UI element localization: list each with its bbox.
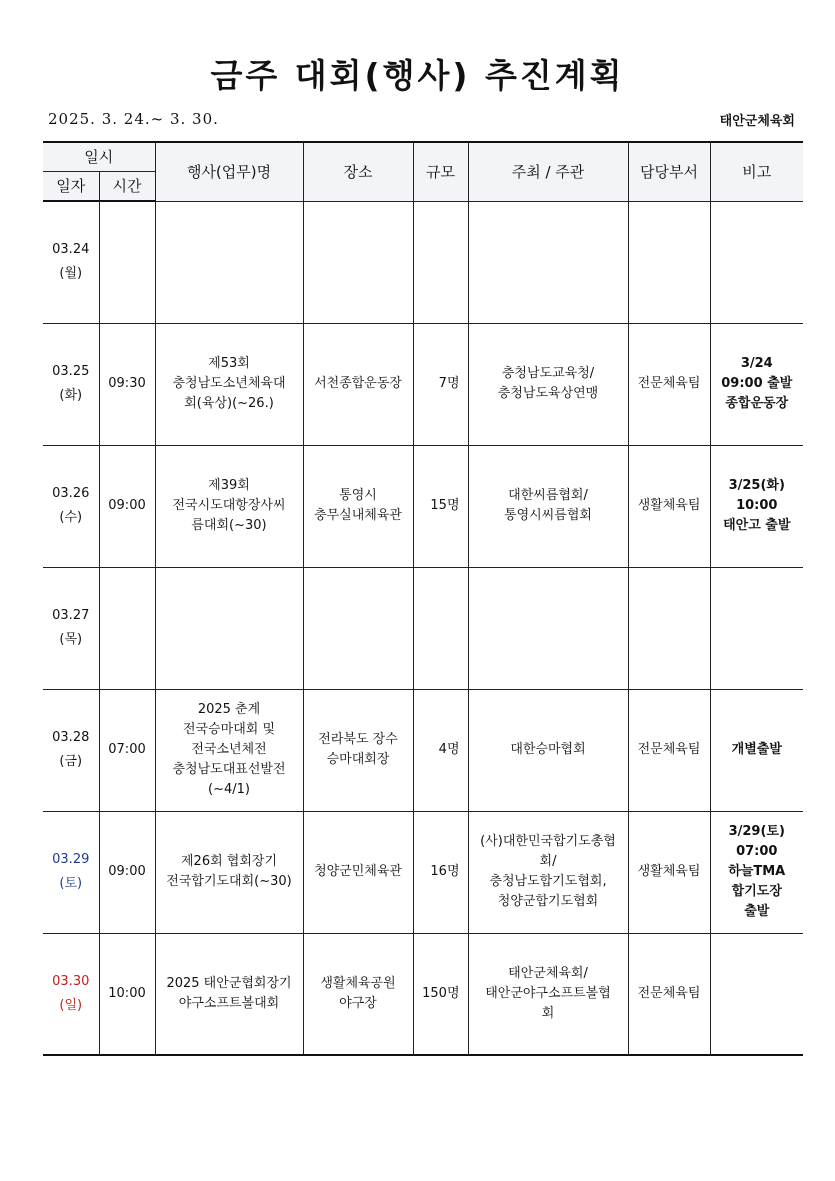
row-weekday: (월) — [59, 266, 83, 282]
cell-dept — [628, 201, 710, 323]
cell-venue: 생활체육공원 야구장 — [303, 933, 413, 1055]
row-weekday: (화) — [59, 388, 83, 403]
row-weekday: (수) — [59, 510, 83, 525]
cell-note — [710, 567, 803, 689]
cell-host: (사)대한민국합기도총협 회/ 충청남도합기도협회, 청양군합기도협회 — [468, 811, 628, 933]
cell-event — [155, 567, 303, 689]
row-date: 03.29 — [52, 852, 90, 867]
cell-scale: 15명 — [413, 445, 468, 567]
header-datetime: 일시 — [43, 142, 155, 172]
cell-scale: 150명 — [413, 933, 468, 1055]
cell-date — [43, 689, 99, 811]
table-row — [43, 323, 803, 445]
cell-host — [468, 567, 628, 689]
cell-event: 제26회 협회장기 전국합기도대회(~30) — [155, 811, 303, 933]
cell-dept: 전문체육팀 — [628, 933, 710, 1055]
cell-event — [155, 201, 303, 323]
cell-dept — [628, 567, 710, 689]
cell-venue: 청양군민체육관 — [303, 811, 413, 933]
cell-date — [43, 567, 99, 689]
date-range: 2025. 3. 24.~ 3. 30. — [48, 110, 219, 128]
cell-time: 09:30 — [99, 323, 155, 445]
cell-host — [468, 201, 628, 323]
cell-time: 09:00 — [99, 445, 155, 567]
header-dept: 담당부서 — [628, 142, 710, 201]
cell-host: 대한승마협회 — [468, 689, 628, 811]
cell-note: 3/25(화) 10:00 태안고 출발 — [710, 445, 803, 567]
cell-note: 3/29(토) 07:00 하늘TMA 합기도장 출발 — [710, 811, 803, 933]
cell-scale — [413, 567, 468, 689]
cell-event: 제39회 전국시도대항장사씨 름대회(~30) — [155, 445, 303, 567]
table-row — [43, 933, 803, 1055]
cell-note: 3/24 09:00 출발 종합운동장 — [710, 323, 803, 445]
cell-date — [43, 323, 99, 445]
header-host: 주최 / 주관 — [468, 142, 628, 201]
cell-host: 태안군체육회/ 태안군야구소프트볼협 회 — [468, 933, 628, 1055]
table-row — [43, 811, 803, 933]
cell-host: 충청남도교육청/ 충청남도육상연맹 — [468, 323, 628, 445]
cell-dept: 전문체육팀 — [628, 689, 710, 811]
cell-dept: 생활체육팀 — [628, 811, 710, 933]
cell-date — [43, 933, 99, 1055]
cell-event: 제53회 충청남도소년체육대 회(육상)(~26.) — [155, 323, 303, 445]
cell-event: 2025 춘계 전국승마대회 및 전국소년체전 충청남도대표선발전 (~4/1) — [155, 689, 303, 811]
table-row — [43, 689, 803, 811]
table-row — [43, 445, 803, 567]
cell-date — [43, 811, 99, 933]
row-date: 03.28 — [52, 730, 90, 745]
cell-date — [43, 201, 99, 323]
row-weekday: (토) — [59, 876, 83, 891]
cell-time — [99, 201, 155, 323]
header-note: 비고 — [710, 142, 803, 201]
header-time: 시간 — [99, 172, 155, 202]
cell-scale: 16명 — [413, 811, 468, 933]
cell-venue — [303, 567, 413, 689]
cell-time: 10:00 — [99, 933, 155, 1055]
cell-time — [99, 567, 155, 689]
cell-date — [43, 445, 99, 567]
cell-note — [710, 933, 803, 1055]
row-weekday: (금) — [59, 754, 83, 769]
cell-venue: 서천종합운동장 — [303, 323, 413, 445]
cell-note — [710, 201, 803, 323]
row-weekday: (목) — [59, 632, 83, 647]
cell-scale — [413, 201, 468, 323]
organization-name: 태안군체육회 — [719, 114, 795, 129]
cell-time: 07:00 — [99, 689, 155, 811]
cell-dept: 전문체육팀 — [628, 323, 710, 445]
cell-dept: 생활체육팀 — [628, 445, 710, 567]
cell-venue: 전라북도 장수 승마대회장 — [303, 689, 413, 811]
table-row — [43, 201, 803, 323]
row-date: 03.26 — [52, 486, 90, 501]
header-date: 일자 — [43, 172, 99, 202]
header-venue: 장소 — [303, 142, 413, 201]
header-scale: 규모 — [413, 142, 468, 201]
schedule-table — [43, 141, 803, 1056]
cell-host: 대한씨름협회/ 통영시씨름협회 — [468, 445, 628, 567]
cell-scale: 7명 — [413, 323, 468, 445]
row-date: 03.30 — [52, 973, 90, 989]
row-date: 03.24 — [52, 242, 90, 258]
cell-time: 09:00 — [99, 811, 155, 933]
row-date: 03.27 — [52, 608, 90, 623]
page-title: 금주 대회(행사) 추진계획 — [210, 56, 625, 95]
cell-scale: 4명 — [413, 689, 468, 811]
row-weekday: (일) — [59, 997, 83, 1013]
table-row — [43, 567, 803, 689]
cell-note: 개별출발 — [710, 689, 803, 811]
cell-venue: 통영시 충무실내체육관 — [303, 445, 413, 567]
cell-event: 2025 태안군협회장기 야구소프트볼대회 — [155, 933, 303, 1055]
row-date: 03.25 — [52, 364, 90, 379]
header-event: 행사(업무)명 — [155, 142, 303, 201]
cell-venue — [303, 201, 413, 323]
